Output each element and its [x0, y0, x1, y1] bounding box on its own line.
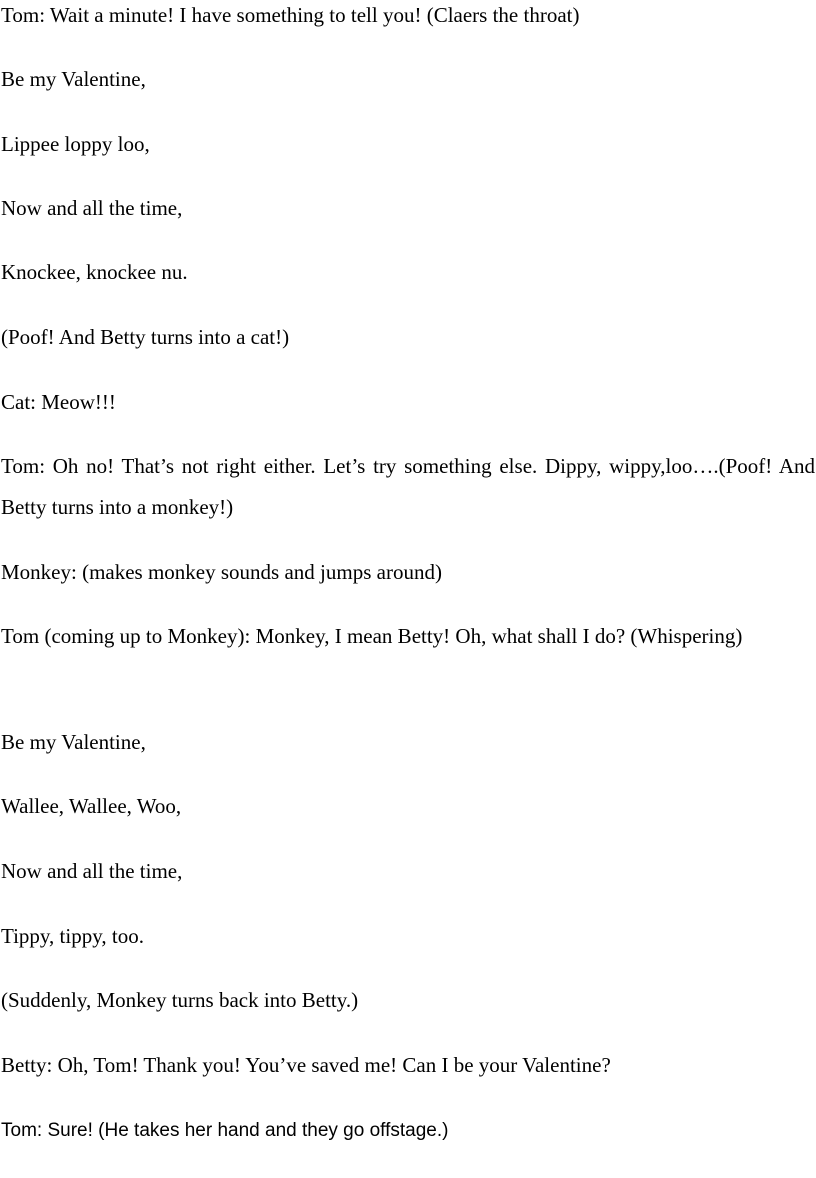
dialogue-line-tom-wait: Tom: Wait a minute! I have something to tell you! (Claers the throat) — [1, 3, 580, 27]
verse-line-now-and-all-2: Now and all the time, — [1, 859, 183, 883]
dialogue-paragraph-tom-coming-up: Tom (coming up to Monkey): Monkey, I mean Betty! Oh, what shall I do? (Whispering) — [1, 624, 743, 648]
stage-direction-cat: (Poof! And Betty turns into a cat!) — [1, 325, 290, 349]
dialogue-paragraph-tom-oh-no: Tom: Oh no! That’s not right either. Let’s try something else. Dippy, wippy,loo….(Poof! And Betty turns into a monkey!) — [1, 454, 815, 519]
dialogue-line-tom-sure: Tom: Sure! (He takes her hand and they go offstage.) — [1, 1120, 449, 1141]
dialogue-line-cat: Cat: Meow!!! — [1, 390, 116, 414]
verse-line-wallee: Wallee, Wallee, Woo, — [1, 794, 182, 818]
verse-line-be-my-valentine-2: Be my Valentine, — [1, 730, 146, 754]
dialogue-line-betty: Betty: Oh, Tom! Thank you! You’ve saved me! Can I be your Valentine? — [1, 1053, 611, 1077]
verse-line-knockee: Knockee, knockee nu. — [1, 260, 188, 284]
verse-line-lippee: Lippee loppy loo, — [1, 132, 150, 156]
verse-line-tippy: Tippy, tippy, too. — [1, 924, 144, 948]
stage-direction-monkey-back: (Suddenly, Monkey turns back into Betty.) — [1, 988, 359, 1012]
dialogue-line-monkey: Monkey: (makes monkey sounds and jumps around) — [1, 560, 442, 584]
verse-line-now-and-all: Now and all the time, — [1, 196, 183, 220]
verse-line-be-my-valentine: Be my Valentine, — [1, 67, 146, 91]
